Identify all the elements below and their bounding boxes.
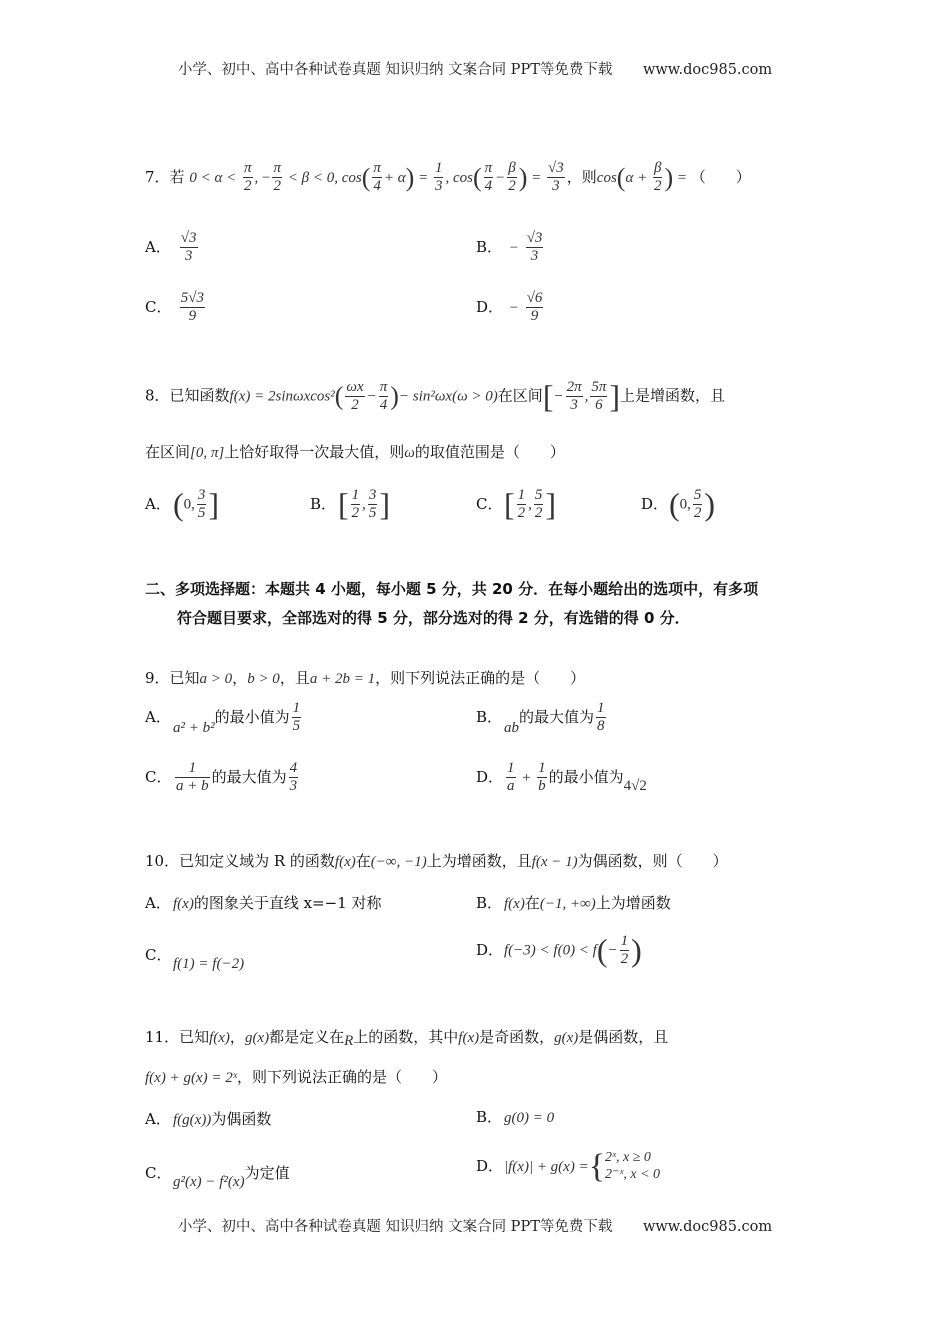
option-label: D． — [476, 940, 504, 959]
q9-c-den: a + b — [176, 778, 209, 795]
q11-tail: ，则下列说法正确的是（ ） — [236, 1068, 447, 1086]
q9-d-text: 的最小值为 — [548, 767, 624, 786]
q9-cond-sum: a + 2b = 1 — [309, 671, 376, 687]
q11-d-math: |f(x)| + g(x) = — [504, 1159, 589, 1175]
q11-f: f(x) — [209, 1030, 230, 1046]
q11-a-math: f(g(x)) — [173, 1112, 212, 1128]
q9-tail: ，则下列说法正确的是（ ） — [375, 669, 586, 687]
q10-option-c[interactable] — [145, 944, 244, 973]
q7-option-a[interactable] — [145, 230, 200, 266]
header-site: www.doc985.com — [642, 62, 773, 78]
q8-option-a[interactable]: A．(0, $\frac{3}{5}$ ] — [145, 486, 220, 522]
q11-option-b[interactable] — [476, 1106, 554, 1127]
q10-shifted: f(x − 1) — [531, 854, 578, 870]
q9-c-num2: 4 — [289, 760, 299, 778]
q8-line2-tail: 的取值范围是（ ） — [414, 443, 565, 461]
option-label: C． — [145, 297, 172, 316]
q7-a-num: √3 — [180, 230, 198, 248]
option-label: B． — [476, 1108, 503, 1126]
option-label: C． — [145, 767, 172, 786]
q10-option-d[interactable]: D．f(−3) < f(0) < f(− $\frac{1}{2}$ ) — [476, 932, 642, 968]
q8-line2-prefix: 在区间 — [145, 443, 191, 461]
q8-option-b[interactable]: B．[ $\frac{1}{2}$ , $\frac{3}{5}$ ] — [310, 486, 391, 522]
q9-b-num: 1 — [596, 700, 606, 718]
q9-option-a[interactable] — [145, 700, 303, 737]
q11-d-case2: 2⁻ˣ, x < 0 — [605, 1167, 661, 1182]
q9-a-math: a² + b² — [173, 719, 215, 736]
q7-d-num: √6 — [526, 290, 544, 308]
q10-tail: 为偶函数，则（ ） — [577, 852, 728, 870]
q8-option-d[interactable]: D．(0, $\frac{5}{2}$ ) — [641, 486, 716, 522]
q8-option-c[interactable]: C．[ $\frac{1}{2}$ , $\frac{5}{2}$ ] — [476, 486, 557, 522]
q7-b-sign: − — [508, 239, 519, 256]
q11-mid1: 都是定义在 — [269, 1028, 345, 1046]
question-7: 7．若 0 < α < $\frac{\pi}{2}$ , − $\frac{\pi}{2}$ < β < 0, cos( $\frac{\pi}{4}$ + α) = $\frac{1}{3}$ , cos( $\frac{\pi}{4}$ − $\frac{\beta}{2}$ ) = $\frac{√3}{3}$ ，则cos(α + $\frac{\beta}{2}$ ) = （ ） — [145, 160, 751, 195]
footer-site: www.doc985.com — [642, 1219, 773, 1235]
q9-c-den2: 3 — [289, 778, 298, 795]
q9-a-num: 1 — [292, 700, 302, 718]
page-header — [0, 58, 950, 79]
q11-mid2: 上的函数，其中 — [353, 1028, 459, 1046]
option-label: A． — [145, 494, 171, 513]
question-8-line1: 8．已知函数f(x) = 2sinωxcos²( $\frac{\omega x}{2}$ − $\frac{\pi}{4}$ )− sin²ωx(ω > 0)在区间[− $\frac{2\pi}{3}$ , $\frac{5\pi}{6}$ ]上是增函数，且 — [145, 378, 726, 414]
q11-equation: f(x) + g(x) = 2ˣ — [145, 1070, 237, 1086]
q9-b-den: 8 — [597, 718, 605, 735]
q9-option-d[interactable]: D． $\frac{1}{a}$ + $\frac{1}{b}$ 的最小值为4√2 — [476, 760, 647, 795]
option-label: C． — [145, 946, 172, 964]
q9-cond-b: b > 0 — [247, 671, 280, 687]
option-label: A． — [145, 237, 171, 256]
q9-option-b[interactable] — [476, 700, 608, 737]
q8-function-tail: − sin²ωx(ω > 0) — [398, 388, 498, 405]
option-label: D． — [476, 1157, 504, 1175]
q10-b-text2: 上为增函数 — [595, 894, 671, 912]
q8-interval-word: 在区间 — [497, 386, 543, 405]
q9-b-math: ab — [504, 719, 519, 736]
q9-sep1: ， — [232, 669, 248, 687]
q10-f: f(x) — [334, 854, 356, 870]
q10-b-interval: (−1, +∞) — [539, 896, 596, 912]
q10-interval: (−∞, −1) — [370, 854, 427, 870]
q7-option-c[interactable] — [145, 290, 207, 326]
question-8-line2 — [145, 441, 565, 462]
option-label: B． — [476, 894, 503, 912]
q11-prefix: 11．已知 — [145, 1028, 210, 1046]
q10-a-text: 的图象关于直线 x=−1 对称 — [193, 894, 382, 912]
q10-mid2: 上为增函数，且 — [426, 852, 532, 870]
q7-frac-pi2: $\frac{\pi}{2}$ — [243, 160, 252, 195]
option-label: D． — [476, 767, 504, 786]
q9-prefix: 9．已知 — [145, 669, 200, 687]
q11-c-text: 为定值 — [244, 1164, 290, 1182]
option-label: D． — [476, 297, 504, 316]
q9-sep2: ，且 — [279, 669, 310, 687]
q11-g-again: g(x) — [554, 1030, 579, 1046]
q8-line1-tail: 上是增函数，且 — [620, 386, 726, 405]
q7-d-den: 9 — [530, 308, 539, 325]
q10-prefix: 10．已知定义域为 R 的函数 — [145, 852, 335, 870]
header-text: 小学、初中、高中各种试卷真题 知识归纳 文案合同 PPT等免费下载 — [177, 62, 613, 78]
section-2-instructions: 符合题目要求，全部选对的得 5 分，部分选对的得 2 分，有选错的得 0 分． — [177, 609, 690, 627]
question-9 — [145, 667, 585, 688]
q8-prefix: 8．已知函数 — [145, 386, 230, 405]
q9-a-text: 的最小值为 — [214, 707, 290, 726]
q7-option-b[interactable] — [476, 230, 545, 266]
q10-option-a[interactable] — [145, 892, 382, 913]
q8-omega: ω — [404, 445, 415, 461]
option-label: D． — [641, 494, 669, 513]
q11-option-d[interactable]: D．|f(x)| + g(x) ={ 2ˣ, x ≥ 0 2⁻ˣ, x < 0 — [476, 1148, 661, 1185]
q9-c-num: 1 — [175, 760, 210, 778]
option-label: B． — [476, 707, 503, 726]
q7-b-num: √3 — [526, 230, 544, 248]
q7-b-den: 3 — [530, 248, 539, 265]
option-label: A． — [145, 894, 171, 912]
q7-cos: cos — [596, 169, 617, 186]
q10-b-math: f(x) — [504, 896, 525, 912]
page-footer — [0, 1215, 950, 1236]
q9-b-text: 的最大值为 — [519, 707, 595, 726]
q7-c-num: 5√3 — [180, 290, 205, 308]
q7-a-den: 3 — [184, 248, 193, 265]
option-label: A． — [145, 707, 171, 726]
q8-line2-mid: 上恰好取得一次最大值，则 — [224, 443, 405, 461]
q10-a-math: f(x) — [173, 896, 194, 912]
q7-frac-pi2b: $\frac{\pi}{2}$ — [273, 160, 281, 195]
option-label: B． — [476, 237, 503, 256]
q11-sep: ， — [229, 1028, 245, 1046]
question-11-line1 — [145, 1026, 668, 1050]
footer-text: 小学、初中、高中各种试卷真题 知识归纳 文案合同 PPT等免费下载 — [177, 1219, 613, 1235]
q7-d-sign: − — [508, 299, 519, 316]
q11-domain-R: R — [344, 1033, 354, 1049]
option-label: B． — [310, 494, 337, 513]
q9-option-c[interactable] — [145, 760, 300, 796]
q7-cond2: β < 0, cos — [301, 169, 362, 186]
q11-b-math: g(0) = 0 — [504, 1110, 555, 1126]
q11-g: g(x) — [244, 1030, 270, 1046]
q9-d-value: 4√2 — [623, 777, 647, 794]
q7-paren: （ ） — [690, 167, 751, 186]
option-label: C． — [476, 494, 503, 513]
q11-c-math: g²(x) − f²(x) — [173, 1174, 245, 1190]
q7-option-d[interactable] — [476, 290, 545, 326]
q10-b-text1: 在 — [524, 894, 540, 912]
question-10 — [145, 850, 728, 871]
q10-option-b[interactable] — [476, 892, 671, 913]
q10-c-math: f(1) = f(−2) — [173, 956, 245, 972]
q10-d-math: f(−3) < f(0) < f — [504, 942, 597, 959]
q11-d-case1: 2ˣ, x ≥ 0 — [605, 1150, 651, 1166]
question-11-line2 — [145, 1066, 447, 1087]
q7-then: ，则 — [566, 167, 597, 186]
q7-number: 7．若 — [145, 167, 185, 186]
option-label: A． — [145, 1110, 171, 1128]
q11-option-a[interactable] — [145, 1108, 271, 1129]
q9-c-text: 的最大值为 — [211, 767, 287, 786]
q11-a-text: 为偶函数 — [211, 1110, 272, 1128]
q8-interval2: [0, π] — [190, 445, 225, 461]
q11-mid4: 是偶函数，且 — [578, 1028, 669, 1046]
q9-cond-a: a > 0 — [199, 671, 233, 687]
q11-option-c[interactable] — [145, 1162, 290, 1191]
section-2-heading: 二、多项选择题：本题共 4 小题，每小题 5 分，共 20 分．在每小题给出的选项中，有多项 — [145, 580, 759, 598]
q11-mid3: 是奇函数， — [479, 1028, 555, 1046]
q7-cond1: 0 < α < — [189, 169, 237, 186]
q7-cond3: cos — [452, 169, 473, 186]
q10-mid1: 在 — [355, 852, 371, 870]
q11-f-again: f(x) — [458, 1030, 480, 1046]
q8-function: f(x) = 2sinωxcos² — [229, 388, 335, 405]
option-label: C． — [145, 1164, 172, 1182]
q9-a-den: 5 — [292, 718, 301, 735]
q7-c-den: 9 — [188, 308, 197, 325]
